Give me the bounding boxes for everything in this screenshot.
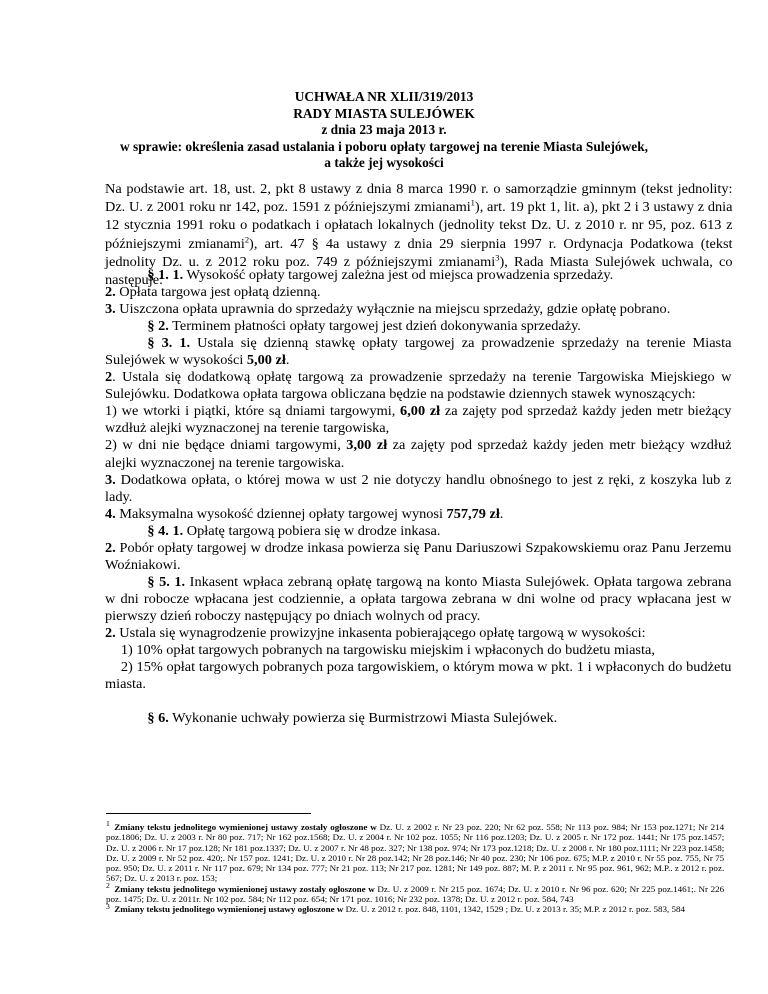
section-4-heading: § 4. 1. — [147, 522, 184, 538]
section-4-item-1: § 4. 1. Opłatę targową pobiera się w drodze inkasa. — [147, 522, 441, 538]
section-1-heading: § 1. 1. — [147, 267, 184, 282]
section-4-item-2: 2. Pobór opłaty targowej w drodze inkasa powierza się Panu Dariuszowi Szpakowskiemu oraz Panu Jerzemu Woźniakowi. — [105, 539, 732, 572]
section-3-item-4: 4. Maksymalna wysokość dziennej opłaty targowej wynosi 757,79 zł. — [105, 505, 504, 521]
footnotes — [106, 820, 725, 916]
non-market-day-rate-amount: 3,00 zł — [346, 437, 388, 453]
max-fee-amount: 757,79 zł — [446, 505, 500, 521]
resolution-subject: w sprawie: określenia zasad ustalania i poboru opłaty targowej na terenie Miasta Sulejówek, — [119, 138, 649, 154]
footnote-2: 2 Zmiany tekstu jednolitego wymienionej ustawy zostały ogłoszone w Dz. U. z 2009 r. Nr 215 poz. 1674; Dz. U. z 2010 r. Nr 96 poz. 620; Nr 225 poz.1461;. Nr 226 poz. 1475; Dz. U. z 2011r. Nr 102 poz. 584; Nr 112 poz. 654; Nr 171 poz. 1016; Nr 232 poz. 1378; Dz. U. z 2012 r. poz. 584, 743 — [106, 882, 725, 905]
legal-basis-paragraph: Na podstawie art. 18, ust. 2, pkt 8 ustawy z dnia 8 marca 1990 r. o samorządzie gminnym (tekst jednolity: Dz. U. z 2001 roku nr 142, poz. 1591 z późniejszymi zmianami$^1$), art. 19 pkt 1, lit. a), pkt 2 i 3 ustawy z dnia 12 stycznia 1991 roku o podatkach i opłatach lokalnych (jednolity tekst Dz. U. z 2010 r. nr 95, poz. 613 z późniejszymi zmianami$^2$), art. 47 § 4a ustawy z dnia 29 sierpnia 1997 r. Ordynacja Podatkowa (tekst jednolity Dz. u. z 2012 roku poz. 749 z późniejszymi zmianami$^3$), Rada Miasta Sulejówek uchwala, co następuje: — [105, 181, 733, 288]
section-5-heading: § 5. 1. — [147, 573, 186, 589]
footnote-3: 3 Zmiany tekstu jednolitego wymienionej ustawy ogłoszone w Dz. U. z 2012 r. poz. 848, 1101, 1342, 1529 ; Dz. U. z 2013 r. 35; M.P. z 2012 r. poz. 583, 584 — [106, 902, 686, 915]
section-3-item-2: 2. Ustala się dodatkową opłatę targową za prowadzenie sprzedaży na terenie Targowiska Miejskiego w Sulejówku. Dodatkowa opłata targowa obliczana będzie na podstawie dziennych stawek wynoszących: — [105, 369, 732, 402]
resolution-subject-cont: a także jej wysokości — [324, 155, 444, 171]
footnote-1: 1 Zmiany tekstu jednolitego wymienionej ustawy zostały ogłoszone w Dz. U. z 2002 r. Nr 23 poz. 220; Nr 62 poz. 558; Nr 113 poz. 984; Nr 153 poz.1271; Nr 214 poz.1806; Dz. U. z 2003 r. Nr 80 poz. 717; Nr 162 poz.1568; Dz. U. z 2004 r. Nr 102 poz. 1055; Nr 116 poz.1203; Dz. U. z 2005 r. Nr 172 poz. 1441; Nr 175 poz.1457; Dz. U. z 2006 r. Nr 17 poz.128; Nr 181 poz.1337; Dz. U. z 2007 r. Nr 48 poz. 327; Nr 138 poz. 974; Nr 173 poz.1218; Dz. U. z 2008 r. Nr 180 poz.1111; Nr 223 poz.1458; Dz. U. z 2009 r. Nr 52 poz. 420;. Nr 157 poz. 1241; Dz. U. z 2010 r. Nr 28 poz.142; Nr 28 poz.146; Nr 40 poz. 230; Nr 106 poz. 675; M.P. z 2010 r. Nr 55 poz. 755, Nr 75 poz. 950; Dz. U. z 2011 r. Nr 117 poz. 679; Nr 134 poz. 777; Nr 21 poz. 113; Nr 217 poz. 1281; Nr 149 poz. 887; M. P. z 2011 r. Nr 95 poz. 961, 962; M.P.. z 2012 r. poz. 567; Dz. U. z 2013 r. poz. 153; — [106, 820, 725, 884]
section-1-item-3: 3. Uiszczona opłata uprawnia do sprzedaży wyłącznie na miejscu sprzedaży, gdzie opłatę pobrano. — [105, 301, 671, 317]
footnote-ref-3: 3 — [495, 253, 500, 263]
section-6-heading: § 6. — [147, 710, 169, 726]
market-day-rate-amount: 6,00 zł — [400, 403, 441, 419]
section-2: § 2. Terminem płatności opłaty targowej jest dzień dokonywania sprzedaży. — [147, 318, 581, 334]
footnote-separator — [106, 813, 311, 814]
section-3-item-1: § 3. 1. Ustala się dzienną stawkę opłaty targowej za prowadzenie sprzedaży na terenie Miasta Sulejówek w wysokości 5,00 zł. — [105, 335, 732, 368]
resolution-title — [40, 89, 728, 172]
council-name: RADY MIASTA SULEJÓWEK — [293, 105, 475, 121]
daily-rate-amount: 5,00 zł — [246, 352, 286, 368]
section-3-point-1: 1) we wtorki i piątki, które są dniami targowymi, 6,00 zł za zajęty pod sprzedaż każdy jeden metr bieżący wzdłuż alejki wyznaczonej na terenie targowiska, — [105, 403, 732, 436]
section-3-point-2: 2) w dni nie będące dniami targowymi, 3,00 zł za zajęty pod sprzedaż każdy jeden metr bieżący wzdłuż alejki wyznaczonej na terenie targowiska. — [105, 437, 732, 470]
section-1-item-2: 2. Opłata targowa jest opłatą dzienną. — [105, 284, 321, 300]
section-2-heading: § 2. — [147, 318, 169, 334]
resolution-body — [105, 266, 731, 726]
resolution-number: UCHWAŁA NR XLII/319/2013 — [294, 89, 474, 104]
footnote-ref-2: 2 — [244, 235, 250, 245]
section-5-point-2: 2) 15% opłat targowych pobranych poza targowiskiem, o którym mowa w pkt. 1 i wpłaconych do budżetu miasta. — [105, 659, 732, 692]
resolution-date: z dnia 23 maja 2013 r. — [321, 122, 447, 138]
footnote-ref-1: 1 — [470, 198, 475, 208]
section-3-heading: § 3. 1. — [147, 335, 191, 351]
section-3-item-3: 3. Dodatkowa opłata, o której mowa w ust 2 nie dotyczy handlu obnośnego to jest z ręki, z koszyka lub z lady. — [105, 471, 732, 504]
section-5-item-1: § 5. 1. Inkasent wpłaca zebraną opłatę targową na konto Miasta Sulejówek. Opłata targowa zebrana w dni robocze wpłacana jest codziennie, a opłata targowa zebrana w dni wolne od pracy wpłacana jest w pierwszy dzień roboczy następujący po dniach wolnych od pracy. — [105, 573, 732, 623]
section-5-point-1: 1) 10% opłat targowych pobranych na targowisku miejskim i wpłaconych do budżetu miasta, — [120, 642, 655, 658]
section-1-item-1: § 1. 1. Wysokość opłaty targowej zależna jest od miejsca prowadzenia sprzedaży. — [147, 267, 614, 282]
section-6: § 6. Wykonanie uchwały powierza się Burmistrzowi Miasta Sulejówek. — [147, 710, 558, 726]
section-5-item-2: 2. Ustala się wynagrodzenie prowizyjne inkasenta pobierającego opłatę targową w wysokości: — [105, 624, 646, 640]
